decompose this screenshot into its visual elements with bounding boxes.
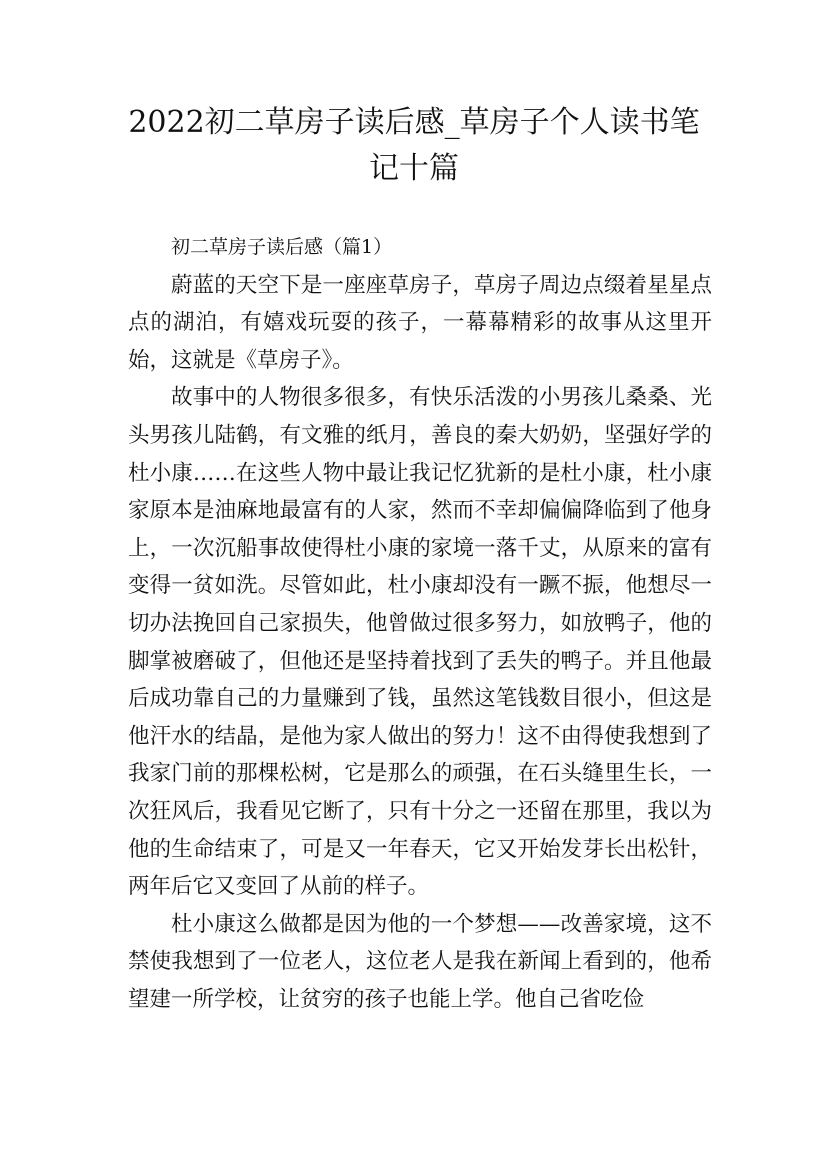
section-heading: 初二草房子读后感（篇1） bbox=[171, 236, 393, 258]
paragraph-1: 蔚蓝的天空下是一座座草房子，草房子周边点缀着星星点点的湖泊，有嬉戏玩耍的孩子，一幕幕精彩的故事从这里开始，这就是《草房子》。 bbox=[128, 272, 712, 373]
document-body bbox=[128, 229, 712, 1018]
paragraph-2: 故事中的人物很多很多，有快乐活泼的小男孩儿桑桑、光头男孩儿陆鹤，有文雅的纸月，善良的秦大奶奶，坚强好学的杜小康……在这些人物中最让我记忆犹新的是杜小康，杜小康家原本是油麻地最富有的人家，然而不幸却偏偏降临到了他身上，一次沉船事故使得杜小康的家境一落千丈，从原来的富有变得一贫如洗。尽管如此，杜小康却没有一蹶不振，他想尽一切办法挽回自己家损失，他曾做过很多努力，如放鸭子，他的脚掌被磨破了，但他还是坚持着找到了丢失的鸭子。并且他最后成功靠自己的力量赚到了钱，虽然这笔钱数目很小，但这是他汗水的结晶，是他为家人做出的努力！这不由得使我想到了我家门前的那棵松树，它是那么的顽强，在石头缝里生长，一次狂风后，我看见它断了，只有十分之一还留在那里，我以为他的生命结束了，可是又一年春天，它又开始发芽长出松针，两年后它又变回了从前的样子。 bbox=[128, 385, 712, 900]
document-title: 2022初二草房子读后感_草房子个人读书笔记十篇 bbox=[128, 105, 700, 186]
paragraph-3: 杜小康这么做都是因为他的一个梦想——改善家境，这不禁使我想到了一位老人，这位老人是我在新闻上看到的，他希望建一所学校，让贫穷的孩子也能上学。他自己省吃俭 bbox=[128, 911, 712, 1012]
